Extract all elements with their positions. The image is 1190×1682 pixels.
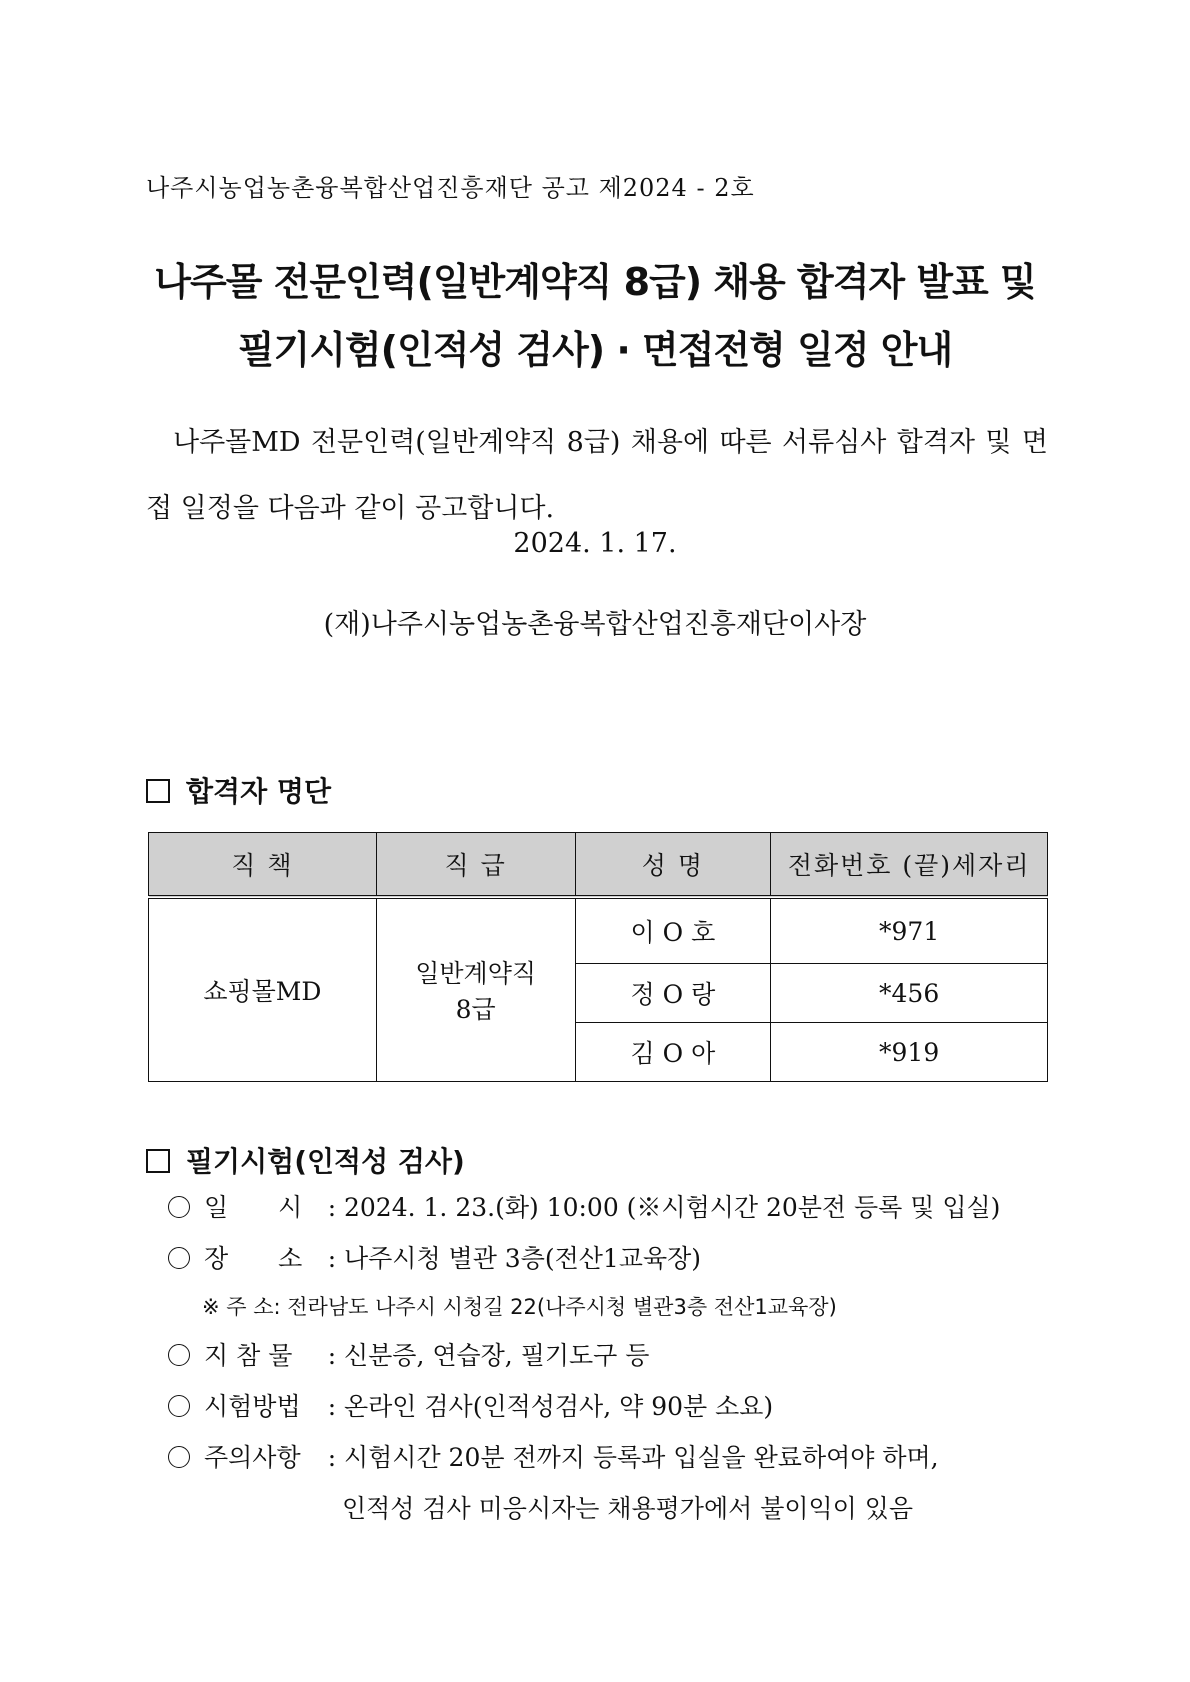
address-note: ※ 주 소: 전라남도 나주시 시청길 22(나주시청 별관3층 전산1교육장)	[202, 1295, 837, 1319]
item-value: 시험시간 20분 전까지 등록과 입실을 완료하여야 하며,	[344, 1443, 939, 1472]
exam-heading-text: 필기시험(인적성 검사)	[186, 1145, 465, 1178]
grade-line-2: 8급	[455, 995, 496, 1024]
circle-bullet-icon	[168, 1446, 190, 1468]
item-label: 일 시	[204, 1193, 303, 1222]
intro-text: 나주몰MD 전문인력(일반계약직 8급) 채용에 따른 서류심사 합격자 및 면접 일정을 다음과 같이 공고합니다.	[146, 427, 1048, 524]
item-value: 나주시청 별관 3층(전산1교육장)	[344, 1244, 702, 1273]
circle-bullet-icon	[168, 1344, 190, 1366]
position-cell: 쇼핑몰MD	[149, 897, 377, 1082]
title-line-1: 나주몰 전문인력(일반계약직 8급) 채용 합격자 발표 및	[154, 260, 1036, 304]
item-label: 시험방법	[204, 1392, 301, 1421]
roster-heading-text: 합격자 명단	[186, 775, 331, 808]
candidate-phone: *456	[771, 964, 1048, 1023]
title-line-2: 필기시험(인적성 검사) · 면접전형 일정 안내	[237, 328, 953, 372]
issuer: (재)나주시농업농촌융복합산업진흥재단이사장	[323, 609, 867, 640]
column-header-position: 직 책	[149, 833, 377, 898]
list-item: 주의사항 : 시험시간 20분 전까지 등록과 입실을 완료하여야 하며,	[168, 1432, 1000, 1483]
circle-bullet-icon	[168, 1395, 190, 1417]
item-label: 지 참 물	[204, 1341, 293, 1370]
list-item: 지 참 물 : 신분증, 연습장, 필기도구 등	[168, 1330, 1000, 1381]
circle-bullet-icon	[168, 1196, 190, 1218]
candidate-phone: *971	[771, 897, 1048, 964]
table-row	[149, 897, 1048, 964]
candidate-phone: *919	[771, 1023, 1048, 1082]
item-value: 2024. 1. 23.(화) 10:00 (※시험시간 20분전 등록 및 입실)	[344, 1193, 1001, 1222]
list-item: 장 소 : 나주시청 별관 3층(전산1교육장)	[168, 1233, 1000, 1284]
column-header-grade: 직 급	[376, 833, 575, 898]
list-item: 일 시 : 2024. 1. 23.(화) 10:00 (※시험시간 20분전 등록 및 입실)	[168, 1182, 1000, 1233]
candidate-name: 김 O 아	[575, 1023, 771, 1082]
notice-number: 나주시농업농촌융복합산업진흥재단 공고 제2024 - 2호	[146, 174, 755, 202]
exam-details	[168, 1182, 1000, 1534]
intro-paragraph	[146, 410, 1048, 542]
list-item: 시험방법 : 온라인 검사(인적성검사, 약 90분 소요)	[168, 1381, 1000, 1432]
exam-section-heading	[146, 1140, 465, 1180]
notice-date: 2024. 1. 17.	[513, 528, 677, 559]
candidate-name: 정 O 랑	[575, 964, 771, 1023]
roster-section-heading	[146, 770, 331, 810]
square-bullet-icon	[146, 779, 170, 803]
caution-continued: 인적성 검사 미응시자는 채용평가에서 불이익이 있음	[342, 1494, 914, 1523]
table-header-row	[149, 833, 1048, 898]
roster-table	[148, 832, 1048, 1082]
item-value: 온라인 검사(인적성검사, 약 90분 소요)	[344, 1392, 774, 1421]
column-header-phone: 전화번호 (끝)세자리	[771, 833, 1048, 898]
item-label: 주의사항	[204, 1443, 301, 1472]
grade-cell	[376, 897, 575, 1082]
item-value: 신분증, 연습장, 필기도구 등	[344, 1341, 650, 1370]
square-bullet-icon	[146, 1149, 170, 1173]
document-title	[0, 248, 1190, 384]
circle-bullet-icon	[168, 1247, 190, 1269]
item-label: 장 소	[204, 1244, 303, 1273]
column-header-name: 성 명	[575, 833, 771, 898]
candidate-name: 이 O 호	[575, 897, 771, 964]
grade-line-1: 일반계약직	[415, 959, 537, 988]
